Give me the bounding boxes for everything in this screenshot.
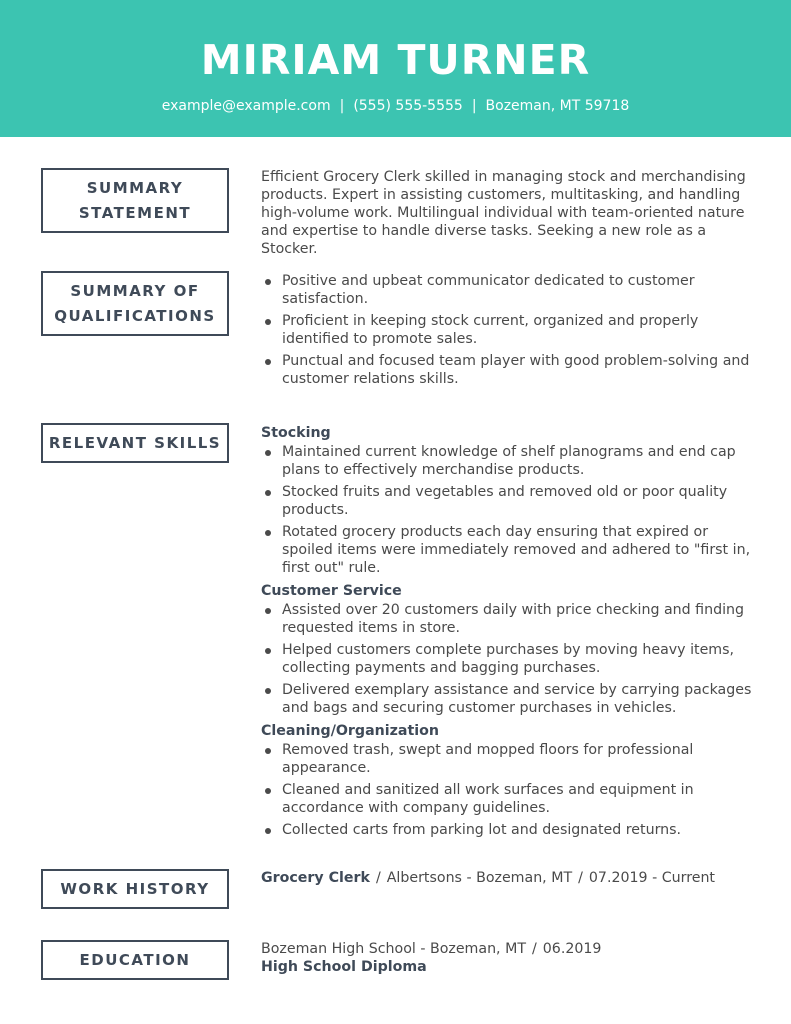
job-title: Grocery Clerk [261, 870, 370, 886]
label-line: SUMMARY OF [70, 281, 200, 300]
separator: / [375, 870, 381, 886]
list-item: Assisted over 20 customers daily with price checking and finding requested items in store. [261, 601, 761, 637]
label-line: WORK HISTORY [60, 879, 210, 898]
graduation-date: 06.2019 [542, 941, 602, 957]
candidate-name: MIRIAM TURNER [200, 36, 591, 84]
school: Bozeman High School - Bozeman, MT [261, 941, 526, 957]
relevant-skills-section [261, 423, 761, 843]
qualifications-list [261, 272, 761, 388]
summary-statement-label [41, 168, 229, 233]
summary-statement-section [261, 168, 761, 258]
skill-group-list [261, 741, 761, 839]
resume-header [0, 0, 791, 137]
list-item: Helped customers complete purchases by moving heavy items, collecting payments and bagging purchases. [261, 641, 761, 677]
list-item: Stocked fruits and vegetables and removed old or poor quality products. [261, 483, 761, 519]
separator: / [531, 941, 537, 957]
list-item: Removed trash, swept and mopped floors for professional appearance. [261, 741, 761, 777]
relevant-skills-label [41, 423, 229, 463]
list-item: Delivered exemplary assistance and service by carrying packages and bags and securing customer purchases in vehicles. [261, 681, 761, 717]
list-item: Positive and upbeat communicator dedicated to customer satisfaction. [261, 272, 761, 308]
skill-group-title: Customer Service [261, 583, 402, 599]
label-line: STATEMENT [78, 203, 192, 222]
skill-group-title: Stocking [261, 425, 331, 441]
contact-line [0, 96, 791, 116]
label-line: EDUCATION [79, 950, 191, 969]
phone: (555) 555-5555 [353, 98, 463, 114]
list-item: Cleaned and sanitized all work surfaces and equipment in accordance with company guidelines. [261, 781, 761, 817]
separator: / [578, 870, 583, 886]
degree: High School Diploma [261, 959, 427, 975]
list-item: Collected carts from parking lot and designated returns. [261, 821, 761, 839]
work-history-label [41, 869, 229, 909]
label-line: RELEVANT SKILLS [48, 433, 222, 452]
education-label [41, 940, 229, 980]
list-item: Rotated grocery products each day ensuring that expired or spoiled items were immediately removed and adhered to "first in, first out" rule. [261, 523, 761, 577]
list-item: Proficient in keeping stock current, organized and properly identified to promote sales. [261, 312, 761, 348]
skill-group-title: Cleaning/Organization [261, 723, 439, 739]
employer: Albertsons - Bozeman, MT [386, 870, 573, 886]
list-item: Maintained current knowledge of shelf planograms and end cap plans to effectively merchandise products. [261, 443, 761, 479]
list-item: Punctual and focused team player with good problem-solving and customer relations skills. [261, 352, 761, 388]
label-line: QUALIFICATIONS [54, 306, 216, 325]
qualifications-label [41, 271, 229, 336]
school-line [261, 940, 761, 958]
location: Bozeman, MT 59718 [485, 98, 630, 114]
label-line: SUMMARY [86, 178, 184, 197]
summary-text: Efficient Grocery Clerk skilled in managing stock and merchandising products. Expert in assisting customers, multitasking, and handling high-volume work. Multilingual individual with team-oriented nature and expertise to handle diverse tasks. Seeking a new role as a Stocker. [261, 169, 746, 257]
job-dates: 07.2019 - Current [588, 870, 715, 886]
qualifications-section [261, 272, 761, 392]
work-history-section [261, 869, 761, 887]
separator: | [471, 98, 477, 114]
separator: | [339, 98, 345, 114]
email[interactable]: example@example.com [161, 98, 331, 114]
skill-group-list [261, 443, 761, 577]
skill-group-list [261, 601, 761, 717]
education-section [261, 940, 761, 976]
